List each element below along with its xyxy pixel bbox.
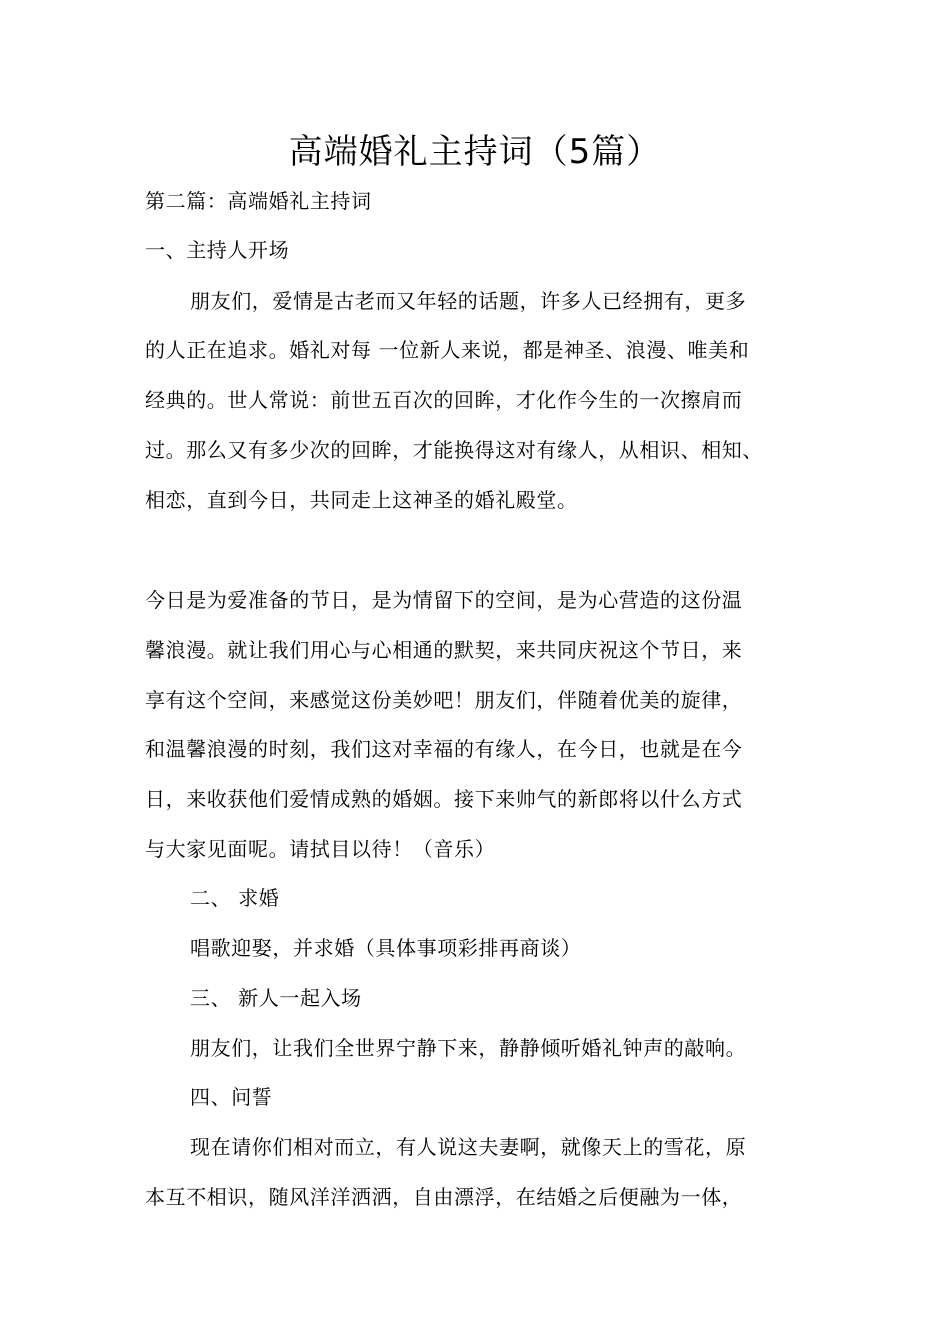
section-text-entrance: 朋友们，让我们全世界宁静下来，静静倾听婚礼钟声的敲响。 [190, 1036, 747, 1060]
paragraph-line: 现在请你们相对而立，有人说这夫妻啊，就像天上的雪花，原 [190, 1135, 747, 1159]
section-heading-proposal: 二、 求婚 [190, 886, 280, 910]
paragraph-line: 日，来收获他们爱情成熟的婚姻。接下来帅气的新郎将以什么方式 [145, 787, 743, 811]
paragraph-line: 今日是为爱准备的节日，是为情留下的空间，是为心营造的这份温 [145, 588, 743, 612]
section-heading-vows: 四、问誓 [190, 1085, 273, 1109]
document-subtitle: 第二篇：高端婚礼主持词 [145, 189, 372, 213]
section-text-proposal: 唱歌迎娶，并求婚（具体事项彩排再商谈） [190, 936, 582, 960]
paragraph-line: 朋友们，爱情是古老而又年轻的话题，许多人已经拥有，更多 [190, 289, 747, 313]
paragraph-line: 经典的。世人常说：前世五百次的回眸，才化作今生的一次擦肩而 [145, 388, 743, 412]
paragraph-line: 享有这个空间，来感觉这份美妙吧！朋友们，伴随着优美的旋律， [145, 688, 743, 712]
paragraph-line: 过。那么又有多少次的回眸，才能换得这对有缘人，从相识、相知、 [145, 438, 763, 462]
document-title: 高端婚礼主持词（5篇） [288, 132, 662, 172]
paragraph-line: 与大家见面呢。请拭目以待！（音乐） [145, 837, 496, 861]
section-heading-opening: 一、主持人开场 [145, 238, 290, 262]
paragraph-line: 和温馨浪漫的时刻，我们这对幸福的有缘人，在今日，也就是在今 [145, 737, 743, 761]
paragraph-line: 本互不相识，随风洋洋洒洒，自由漂浮，在结婚之后便融为一体， [145, 1185, 743, 1209]
paragraph-line: 的人正在追求。婚礼对每 一位新人来说，都是神圣、浪漫、唯美和 [145, 338, 750, 362]
paragraph-line: 馨浪漫。就让我们用心与心相通的默契，来共同庆祝这个节日，来 [145, 638, 743, 662]
paragraph-line: 相恋，直到今日，共同走上这神圣的婚礼殿堂。 [145, 488, 578, 512]
section-heading-entrance: 三、 新人一起入场 [190, 986, 362, 1010]
